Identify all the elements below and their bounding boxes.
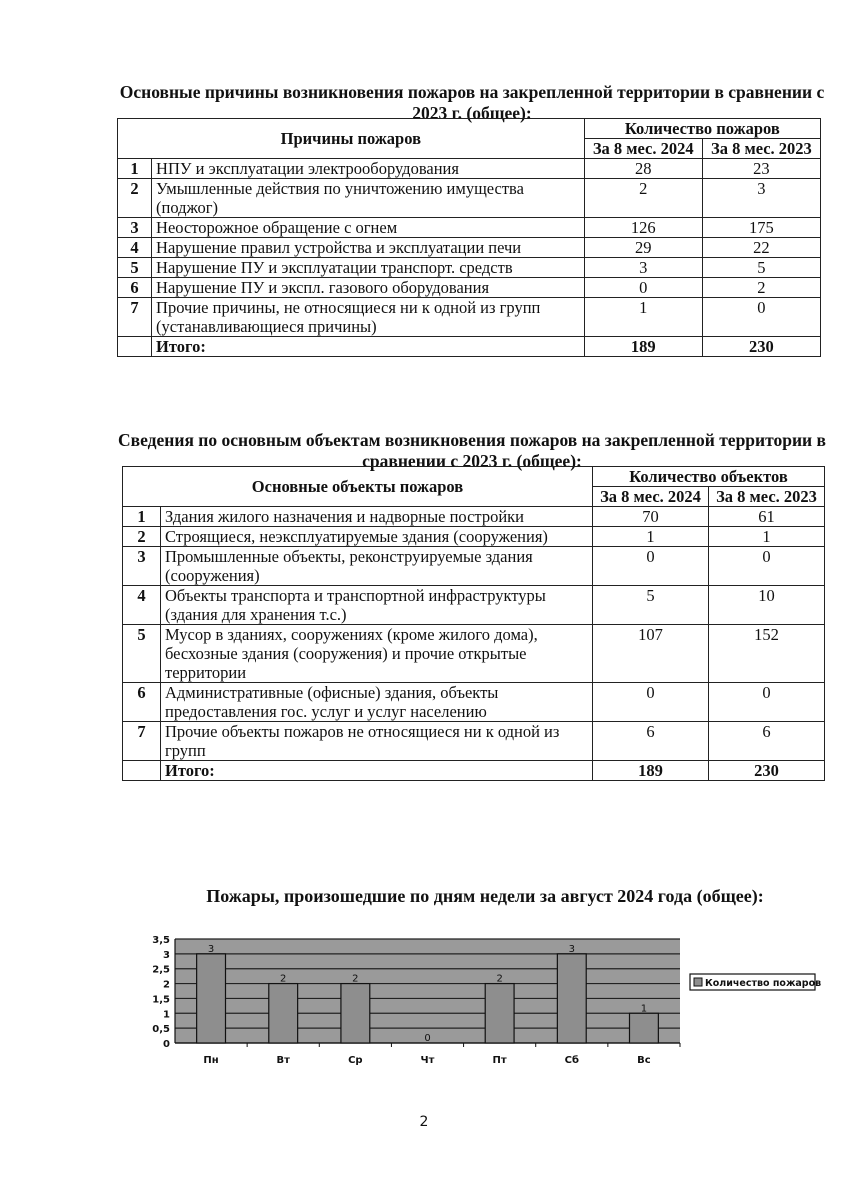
value-2023: 152 (709, 625, 825, 683)
value-2024: 6 (593, 722, 709, 761)
row-number: 2 (118, 179, 152, 218)
y-tick-label: 2,5 (152, 964, 170, 976)
value-2023: 10 (709, 586, 825, 625)
table-row (123, 527, 825, 547)
data-label: 2 (496, 973, 503, 985)
row-number: 5 (118, 258, 152, 278)
bar (269, 984, 298, 1043)
y-tick-label: 3,5 (152, 935, 170, 946)
table-row (118, 179, 821, 218)
table-row (123, 586, 825, 625)
bar (341, 984, 370, 1043)
col-2023-header: За 8 мес. 2023 (709, 487, 825, 507)
y-tick-label: 0 (163, 1039, 170, 1050)
legend-swatch (694, 978, 702, 986)
value-2023: 6 (709, 722, 825, 761)
value-2023: 23 (702, 159, 820, 179)
row-number: 1 (118, 159, 152, 179)
value-2024: 28 (584, 159, 702, 179)
value-2024: 5 (593, 586, 709, 625)
row-number: 7 (123, 722, 161, 761)
value-2023: 5 (702, 258, 820, 278)
value-2024: 1 (593, 527, 709, 547)
row-name: Мусор в зданиях, сооружениях (кроме жилого дома), бесхозные здания (сооружения) и прочие открытые территории (161, 625, 593, 683)
total-2024: 189 (593, 761, 709, 781)
row-number: 3 (123, 547, 161, 586)
x-tick-label: Вт (276, 1055, 290, 1066)
table-row (123, 722, 825, 761)
total-row (118, 337, 821, 357)
x-tick-label: Вс (637, 1055, 651, 1066)
data-label: 2 (352, 973, 359, 985)
total-2023: 230 (702, 337, 820, 357)
weekday-fires-chart (140, 925, 830, 1075)
bar (630, 1013, 659, 1043)
table-row (123, 683, 825, 722)
table-row (123, 625, 825, 683)
y-tick-label: 3 (163, 949, 170, 961)
value-2024: 0 (593, 683, 709, 722)
y-tick-label: 2 (163, 979, 170, 991)
table-row (118, 218, 821, 238)
fire-causes-table (117, 118, 821, 357)
row-name: Административные (офисные) здания, объекты предоставления гос. услуг и услуг населению (161, 683, 593, 722)
value-2023: 0 (702, 298, 820, 337)
value-2024: 1 (584, 298, 702, 337)
total-2024: 189 (584, 337, 702, 357)
col-2024-header: За 8 мес. 2024 (584, 139, 702, 159)
causes-header: Причины пожаров (118, 119, 585, 159)
data-label: 2 (280, 973, 287, 985)
total-label: Итого: (152, 337, 585, 357)
total-label: Итого: (161, 761, 593, 781)
table-row (123, 507, 825, 527)
value-2024: 29 (584, 238, 702, 258)
value-2023: 61 (709, 507, 825, 527)
row-number: 4 (118, 238, 152, 258)
row-name: Прочие объекты пожаров не относящиеся ни к одной из групп (161, 722, 593, 761)
value-2024: 3 (584, 258, 702, 278)
x-tick-label: Ср (348, 1055, 363, 1066)
table2-title: Сведения по основным объектам возникновения пожаров на закрепленной территории в сравнении с 2023 г. (общее): (118, 430, 826, 471)
data-label: 0 (424, 1033, 431, 1044)
x-tick-label: Сб (564, 1055, 579, 1066)
row-name: Неосторожное обращение с огнем (152, 218, 585, 238)
y-tick-label: 0,5 (152, 1024, 170, 1036)
value-2024: 107 (593, 625, 709, 683)
col-2023-header: За 8 мес. 2023 (702, 139, 820, 159)
data-label: 3 (207, 943, 215, 955)
value-2023: 2 (702, 278, 820, 298)
value-2024: 0 (584, 278, 702, 298)
y-tick-label: 1,5 (152, 994, 170, 1006)
bar (197, 954, 226, 1043)
total-row (123, 761, 825, 781)
y-tick-label: 1 (163, 1009, 170, 1021)
row-number: 1 (123, 507, 161, 527)
row-name: НПУ и эксплуатации электрооборудования (152, 159, 585, 179)
table1-title: Основные причины возникновения пожаров на закрепленной территории в сравнении с 2023 г. (общее): (119, 82, 825, 123)
value-2023: 0 (709, 683, 825, 722)
value-2023: 0 (709, 547, 825, 586)
page-number: 2 (419, 1114, 429, 1130)
row-name: Строящиеся, неэксплуатируемые здания (сооружения) (161, 527, 593, 547)
row-name: Объекты транспорта и транспортной инфраструктуры (здания для хранения т.с.) (161, 586, 593, 625)
total-2023: 230 (709, 761, 825, 781)
value-2024: 126 (584, 218, 702, 238)
value-2024: 70 (593, 507, 709, 527)
table-row (118, 278, 821, 298)
objects-header: Основные объекты пожаров (123, 467, 593, 507)
row-name: Нарушение ПУ и эксплуатации транспорт. средств (152, 258, 585, 278)
row-number: 6 (123, 683, 161, 722)
value-2024: 2 (584, 179, 702, 218)
table-row (118, 258, 821, 278)
row-name: Промышленные объекты, реконструируемые здания (сооружения) (161, 547, 593, 586)
table-row (118, 238, 821, 258)
row-number: 7 (118, 298, 152, 337)
fire-objects-table (122, 466, 825, 781)
row-number: 2 (123, 527, 161, 547)
chart-canvas (140, 925, 830, 1075)
col-2024-header: За 8 мес. 2024 (593, 487, 709, 507)
row-name: Здания жилого назначения и надворные постройки (161, 507, 593, 527)
legend-label: Количество пожаров (705, 978, 822, 989)
value-2023: 22 (702, 238, 820, 258)
row-name: Прочие причины, не относящиеся ни к одной из групп (устанавливающиеся причины) (152, 298, 585, 337)
row-number: 5 (123, 625, 161, 683)
value-2023: 1 (709, 527, 825, 547)
table-row (123, 547, 825, 586)
bar (485, 984, 514, 1043)
data-label: 3 (568, 943, 575, 955)
plot-area (175, 939, 680, 1043)
x-tick-label: Пн (203, 1055, 219, 1066)
row-name: Нарушение ПУ и экспл. газового оборудования (152, 278, 585, 298)
value-2023: 175 (702, 218, 820, 238)
count-group-header: Количество пожаров (584, 119, 820, 139)
table-row (118, 159, 821, 179)
row-name: Умышленные действия по уничтожению имущества (поджог) (152, 179, 585, 218)
bar (557, 954, 586, 1043)
objects-group-header: Количество объектов (593, 467, 825, 487)
row-number: 6 (118, 278, 152, 298)
chart-title: Пожары, произошедшие по дням недели за август 2024 года (общее): (206, 886, 764, 906)
data-label: 1 (640, 1003, 648, 1015)
row-name: Нарушение правил устройства и эксплуатации печи (152, 238, 585, 258)
value-2024: 0 (593, 547, 709, 586)
row-number: 3 (118, 218, 152, 238)
x-tick-label: Чт (420, 1055, 435, 1066)
row-number: 4 (123, 586, 161, 625)
x-tick-label: Пт (492, 1055, 507, 1066)
value-2023: 3 (702, 179, 820, 218)
table-row (118, 298, 821, 337)
